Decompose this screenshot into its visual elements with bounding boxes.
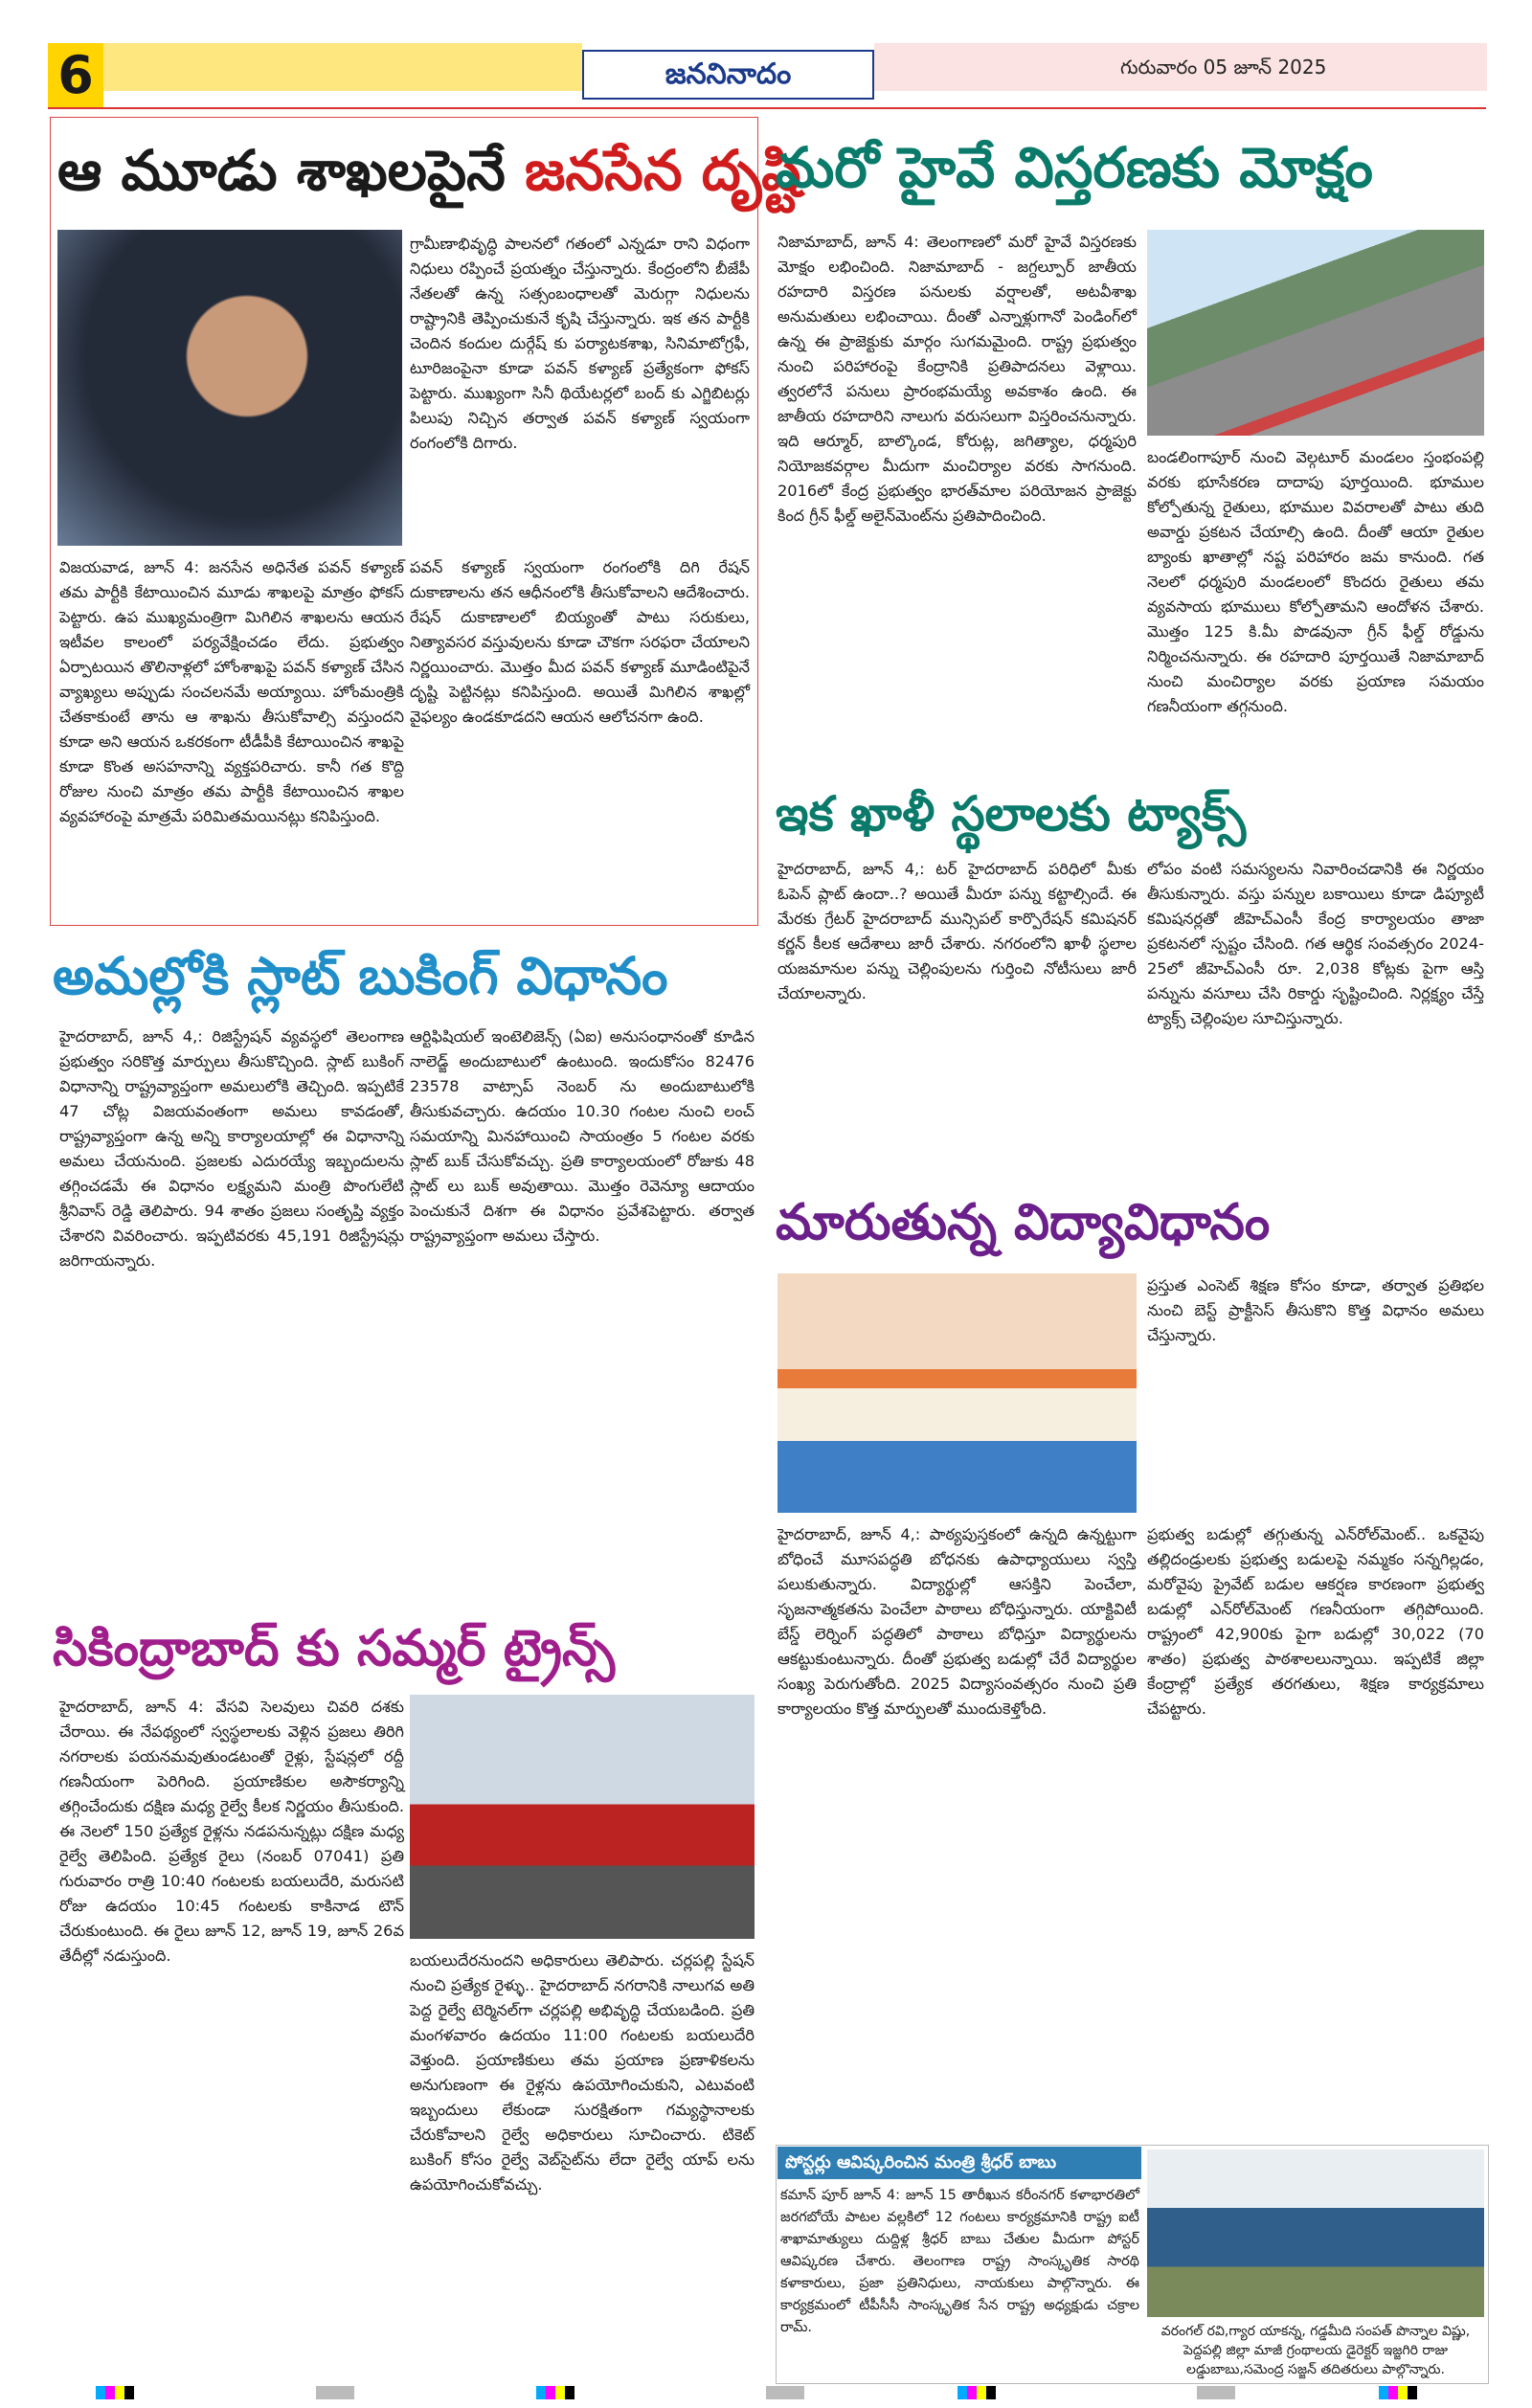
article-text: లోపం వంటి సమస్యలను నివారించడానికి ఈ నిర్ణయం తీసుకున్నారు. వస్తు పన్నుల బకాయిలు కూడా డిప్యూటీ కమిషనర్లతో జీహెచ్ఎంసీ కేంద్ర కార్యాలయం తాజా ప్రకటనలో స్పష్టం చేసింది. గత ఆర్థిక సంవత్సరం 2024-25లో జీహెచ్ఎంసీ రూ. 2,038 కోట్లకు పైగా ఆస్తి పన్నును వసూలు చేసి రికార్డు సృష్టించింది. నిర్లక్ష్యం చేస్తే ట్యాక్స్ చెల్లింపుల సూచిస్తున్నారు. [1147,860,1484,1027]
header-rule [48,107,1486,109]
headline-slot-booking: అమల్లోకి స్లాట్ బుకింగ్ విధానం [53,946,668,1006]
issue-date: గురువారం 05 జూన్ 2025 [1120,56,1327,79]
photo-highway [1147,230,1484,436]
photo-classroom [777,1273,1137,1513]
article-text: ఆర్టిఫిషియల్ ఇంటెలిజెన్స్ (ఏఐ) అనుసంధానంతో కూడిన నాలెడ్జ్ అందుబాటులో ఉంటుంది. ఇందుకోసం 82476 23578 వాట్సాప్ నెంబర్ ను అందుబాటులోకి తీసుకువచ్చారు. ఉదయం 10.30 గంటల నుంచి లంచ్ సమయాన్ని మినహాయించి సాయంత్రం 5 గంటల వరకు స్లాట్ బుక్ చేసుకోవచ్చు. ప్రతి కార్యాలయంలో రోజుకు 48 స్లాట్ లు బుక్ అవుతాయి. మొత్తం రెవెన్యూ ఆదాయం పెంచుకునే దిశగా ఈ విధానం ప్రవేశపెట్టారు. తర్వాత రాష్ట్రవ్యాప్తంగా అమలు చేస్తారు. [410,1027,755,1245]
headline-highway: మరో హైవే విస్తరణకు మోక్షం [776,135,1373,200]
color-registration-bar [766,2386,804,2399]
article-text: హైదరాబాద్, జూన్ 4,: టర్ హైదరాబాద్ పరిధిలో మీకు ఓపెన్ ప్లాట్ ఉందా..? అయితే మీరూ పన్ను కట్టాల్సిందే. ఈ మేరకు గ్రేటర్ హైదరాబాద్ మున్సిపల్ కార్పొరేషన్ కమిషనర్ కర్ణన్ కీలక ఆదేశాలు జారీ చేశారు. నగరంలోని ఖాళీ స్థలాల యజమానుల పన్ను చెల్లింపులను గుర్తించి నోటీసులు జారీ చేయాలన్నారు. [777,860,1137,1002]
article-text: హైదరాబాద్, జూన్ 4,: రిజిస్ట్రేషన్ వ్యవస్థలో తెలంగాణ ప్రభుత్వం సరికొత్త మార్పులు తీసుకొచ్చింది. స్లాట్ బుకింగ్ విధానాన్ని రాష్ట్రవ్యాప్తంగా అమలులోకి తెచ్చింది. ఇప్పటికే 47 చోట్ల విజయవంతంగా అమలు కావడంతో, రాష్ట్రవ్యాప్తంగా ఉన్న అన్ని కార్యాలయాల్లో ఈ విధానాన్ని అమలు చేయనుంది. ప్రజలకు ఎదురయ్యే ఇబ్బందులను తగ్గించడమే ఈ విధానం లక్ష్యమని మంత్రి పొంగులేటి శ్రీనివాస్ రెడ్డి తెలిపారు. 94 శాతం ప్రజలు సంతృప్తి వ్యక్తం చేశారని వివరించారు. ఇప్పటివరకు 45,191 రిజిస్ట్రేషన్లు జరిగాయన్నారు. [59,1027,404,1270]
masthead: జననినాదం [582,50,874,100]
color-registration-bar [958,2386,996,2399]
color-registration-bar [1379,2386,1417,2399]
page-number: 6 [48,43,103,108]
article-text: గ్రామీణాభివృద్ధి పాలనలో గతంలో ఎన్నడూ రాని విధంగా నిధులు రప్పించే ప్రయత్నం చేస్తున్నారు. కేంద్రంలోని బీజేపీ నేతలతో ఉన్న సత్సంబంధాలతో మెరుగ్గా నిధులను రాష్ట్రానికి తెప్పించుకునే కృషి చేస్తున్నారు. ఇక తన పార్టీకి చెందిన కందుల దుర్గేష్ కు పర్యాటకశాఖ, సినిమాటోగ్రఫీ, టూరిజంపైనా కూడా పవన్ కళ్యాణ్ ప్రత్యేకంగా ఫోకస్ పెట్టారు. ముఖ్యంగా సినీ థియేటర్లలో బంద్ కు ఎగ్జిబిటర్లు పిలుపు నిచ్చిన తర్వాత పవన్ కళ్యాణ్ స్వయంగా రంగంలోకి దిగారు. [410,235,750,452]
headline-summer-trains: సికింద్రాబాద్ కు సమ్మర్ ట్రైన్స్ [53,1620,616,1677]
headline-janasena-part2: జనసేన దృష్టి [524,138,801,203]
article-text: బండలింగాపూర్ నుంచి వెల్గటూర్ మండలం స్తంభంపల్లి వరకు భూసేకరణ దాదాపు పూర్తయింది. భూముల కోల్పోతున్న రైతులు, భూముల వివరాలతో పాటు తుది అవార్డు ప్రకటన చేయాల్సి ఉంది. దీంతో ఆయా రైతుల బ్యాంకు ఖాతాల్లో నష్ట పరిహారం జమ కానుంది. గత నెలలో ధర్మపురి మండలంలో కొందరు రైతులు తమ వ్యవసాయ భూములు కోల్పోతామని ఆందోళన చేశారు. మొత్తం 125 కి.మీ పొడవునా గ్రీన్ ఫీల్డ్ రోడ్డును నిర్మించనున్నారు. ఈ రహదారి పూర్తయితే నిజామాబాద్ నుంచి మంచిర్యాల వరకు ప్రయాణ సమయం గణనీయంగా తగ్గనుంది. [1147,448,1484,715]
headline-janasena-part1: ఆ మూడు శాఖలపైనే [57,138,525,203]
article-text: కమాన్ పూర్ జూన్ 4: జూన్ 15 తారీఖున కరీంనగర్ కళాభారతిలో జరగబోయే పాటల వల్లకిలో 12 గంటలు కార్యక్రమానికి రాష్ట్ర ఐటీ శాఖామాత్యులు దుద్దిళ్ల శ్రీధర్ బాబు చేతుల మీదుగా పోస్టర్ ఆవిష్కరణ చేశారు. తెలంగాణ రాష్ట్ర సాంస్కృతిక సారథి కళాకారులు, ప్రజా ప్రతినిధులు, నాయకులు పాల్గొన్నారు. ఈ కార్యక్రమంలో టీపీసీసీ సాంస్కృతిక సేన రాష్ట్ర అధ్యక్షుడు చక్రాల రామ్. [780,2188,1139,2335]
article-text: విజయవాడ, జూన్ 4: జనసేన అధినేత పవన్ కళ్యాణ్ తమ పార్టీకి కేటాయించిన మూడు శాఖలపై మాత్రం ఫోకస్ పెట్టారు. ఉప ముఖ్యమంత్రిగా మిగిలిన శాఖలను ఆయన ఇటీవల కాలంలో పర్యవేక్షించడం లేదు. ప్రభుత్వం ఏర్పాటయిన తొలినాళ్లలో హోంశాఖపై పవన్ కళ్యాణ్ చేసిన వ్యాఖ్యలు అప్పుడు సంచలనమే అయ్యాయి. హోంమంత్రికి చేతకాకుంటే తాను ఆ శాఖను తీసుకోవాల్సి వస్తుందని కూడా అని ఆయన ఒకరకంగా టీడీపీకి కేటాయించిన శాఖపై కూడా కొంత అసహనాన్ని వ్యక్తపరిచారు. కానీ గత కొద్ది రోజుల నుంచి మాత్రం తమ పార్టీకి కేటాయించిన శాఖల వ్యవహారంపై మాత్రమే పరిమితమయినట్లు కనిపిస్తుంది. [59,558,404,825]
article-text: ప్రస్తుత ఎంసెట్ శిక్షణ కోసం కూడా, తర్వాత ప్రతిభల నుంచి బెస్ట్ ప్రాక్టీసెస్ తీసుకొని కొత్త విధానం అమలు చేస్తున్నారు. [1147,1276,1484,1344]
header-band [103,43,582,91]
color-registration-bar [96,2386,134,2399]
photo-caption: వరంగల్ రవి,గ్యార యాకన్న, గడ్డమీది సంపత్ పొన్నాల విష్ణు, పెద్దపల్లి జిల్లా మాజీ గ్రంథాలయ డైరెక్టర్ ఇజ్జగిరి రాజు లడ్డుబాబు,సమెంద్ర సజ్జన్ తదితరులు పాల్గొన్నారు. [1160,2324,1471,2377]
article-text: హైదరాబాద్, జూన్ 4: వేసవి సెలవులు చివరి దశకు చేరాయి. ఈ నేపథ్యంలో స్వస్థలాలకు వెళ్లిన ప్రజలు తిరిగి నగరాలకు పయనమవుతుండటంతో రైళ్లు, స్టేషన్లలో రద్దీ గణనీయంగా పెరిగింది. ప్రయాణికుల అసౌకర్యాన్ని తగ్గించేందుకు దక్షిణ మధ్య రైల్వే కీలక నిర్ణయం తీసుకుంది. ఈ నెలలో 150 ప్రత్యేక రైళ్లను నడపనున్నట్లు దక్షిణ మధ్య రైల్వే తెలిపింది. ప్రత్యేక రైలు (నంబర్ 07041) ప్రతి గురువారం రాత్రి 10:40 గంటలకు బయలుదేరి, మరుసటి రోజు ఉదయం 10:45 గంటలకు కాకినాడ టౌన్ చేరుకుంటుంది. ఈ రైలు జూన్ 12, జూన్ 19, జూన్ 26వ తేదీల్లో నడుస్తుంది. [59,1698,404,1965]
photo-leader [57,230,402,546]
headline-janasena [57,123,801,218]
color-registration-bar [316,2386,354,2399]
color-registration-bar [1197,2386,1235,2399]
photo-trains [410,1695,755,1939]
article-text: నిజామాబాద్, జూన్ 4: తెలంగాణలో మరో హైవే విస్తరణకు మోక్షం లభించింది. నిజామాబాద్ - జగ్దల్పూర్ జాతీయ రహదారి విస్తరణ పనులకు వర్షాలతో, అటవీశాఖ అనుమతులు లభించాయి. దీంతో ఎన్నాళ్లుగానో పెండింగ్‌లో ఉన్న ఈ ప్రాజెక్టుకు మార్గం సుగమమైంది. రాష్ట్ర ప్రభుత్వం నుంచి పరిహారంపై కేంద్రానికి ప్రతిపాదనలు వెళ్లాయి. త్వరలోనే పనులు ప్రారంభమయ్యే అవకాశం ఉంది. ఈ జాతీయ రహదారిని నాలుగు వరుసలుగా విస్తరించనున్నారు. ఇది ఆర్మూర్, బాల్కొండ, కోరుట్ల, జగిత్యాల, ధర్మపురి నియోజకవర్గాల మీదుగా మంచిర్యాల వరకు సాగనుంది. 2016లో కేంద్ర ప్రభుత్వం భారత్‌మాల పరియోజన ప్రాజెక్టు కింద గ్రీన్ ఫీల్డ్ అలైన్‌మెంట్‌ను ప్రతిపాదించింది. [777,233,1137,525]
article-text: హైదరాబాద్, జూన్ 4,: పాఠ్యపుస్తకంలో ఉన్నది ఉన్నట్టుగా బోధించే మూసపద్ధతి బోధనకు ఉపాధ్యాయులు స్వస్తి పలుకుతున్నారు. విద్యార్థుల్లో ఆసక్తిని పెంచేలా, సృజనాత్మకతను పెంచేలా పాఠాలు బోధిస్తున్నారు. యాక్టివిటీ బేస్డ్ లెర్నింగ్ పద్ధతిలో పాఠాలు బోధిస్తూ విద్యార్థులను ఆకట్టుకుంటున్నారు. దీంతో ప్రభుత్వ బడుల్లో చేరే విద్యార్థుల సంఖ్య పెరుగుతోంది. 2025 విద్యాసంవత్సరం నుంచి ప్రతి కార్యాలయం కొత్త మార్పులతో ముందుకెళ్తోంది. [777,1525,1137,1718]
article-text: బయలుదేరనుందని అధికారులు తెలిపారు. చర్లపల్లి స్టేషన్ నుంచి ప్రత్యేక రైళ్ళు.. హైదరాబాద్ నగరానికి నాలుగవ అతి పెద్ద రైల్వే టెర్మినల్‌గా చర్లపల్లి అభివృద్ధి చేయబడింది. ప్రతి మంగళవారం ఉదయం 11:00 గంటలకు బయలుదేరి వెళ్తుంది. ప్రయాణికులు తమ ప్రయాణ ప్రణాళికలను అనుగుణంగా ఈ రైళ్లను ఉపయోగించుకుని, ఎటువంటి ఇబ్బందులు లేకుండా సురక్షితంగా గమ్యస్థానాలకు చేరుకోవాలని రైల్వే అధికారులు సూచించారు. టికెట్ బుకింగ్ కోసం రైల్వే వెబ్‌సైట్‌ను లేదా రైల్వే యాప్ లను ఉపయోగించుకోవచ్చు. [410,1951,755,2194]
headline-tax: ఇక ఖాళీ స్థలాలకు ట్యాక్స్ [776,786,1247,842]
article-text: ప్రభుత్వ బడుల్లో తగ్గుతున్న ఎన్‌రోల్‌మెంట్.. ఒకవైపు తల్లిదండ్రులకు ప్రభుత్వ బడులపై నమ్మకం సన్నగిల్లడం, మరోవైపు ప్రైవేట్ బడుల ఆకర్షణ కారణంగా ప్రభుత్వ బడుల్లో ఎన్‌రోల్‌మెంట్ గణనీయంగా తగ్గిపోయింది. రాష్ట్రంలో 42,900కు పైగా బడుల్లో 30,022 (70 శాతం) ప్రభుత్వ పాఠశాలలున్నాయి. ఇప్పటికే జిల్లా కేంద్రాల్లో ప్రత్యేక తరగతులు, శిక్షణ కార్యక్రమాలు చేపట్టారు. [1147,1525,1484,1718]
color-registration-bar [536,2386,574,2399]
article-text: పవన్ కళ్యాణ్ స్వయంగా రంగంలోకి దిగి రేషన్ దుకాణాలను తన ఆధీనంలోకి తీసుకోవాలని ఆదేశించారు. రేషన్ దుకాణాలలో బియ్యంతో పాటు సరుకులు, నిత్యావసర వస్తువులను కూడా చౌకగా సరఫరా చేయాలని నిర్ణయించారు. మొత్తం మీద పవన్ కళ్యాణ్ మూడింటిపైనే దృష్టి పెట్టినట్లు కనిపిస్తుంది. అయితే మిగిలిన శాఖల్లో వైఫల్యం ఉండకూడదని ఆయన ఆలోచనగా ఉంది. [410,558,750,726]
headline-poster: పోస్టర్లు ఆవిష్కరించిన మంత్రి శ్రీధర్ బాబు [777,2147,1141,2179]
headline-education: మారుతున్న విద్యావిధానం [776,1194,1271,1251]
photo-poster-launch [1147,2149,1484,2317]
